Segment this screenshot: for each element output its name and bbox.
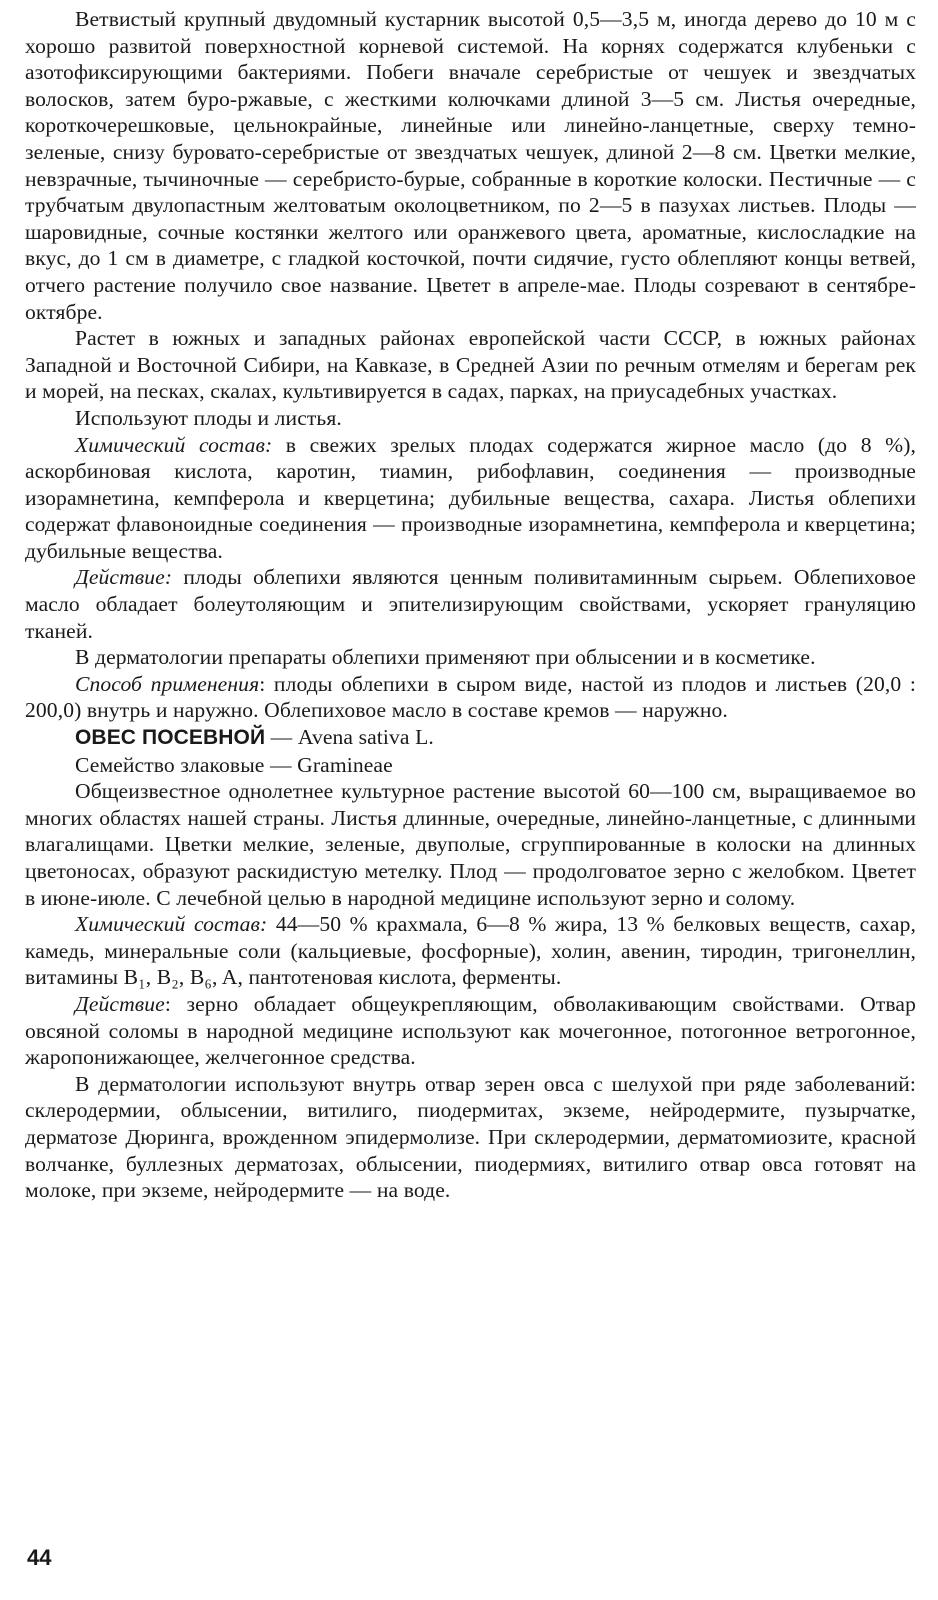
usage-text: : плоды облепихи в сыром виде, настой из плодов и листьев (20,0 : 200,0) внутрь и наружно. Облепиховое масло в составе кремов — наружно. [25, 671, 916, 723]
chemical-text: в свежих зрелых плодах содержатся жирное масло (до 8 %), аскорбиновая кислота, каротин, тиамин, рибофлавин, соединения — производные изорамнетина, кемпферола и кверцетина; дубильные вещества, сахара. Листья облепихи содержат флавоноидные соединения — производные изорамнетина, кемпферола и кверцетина; дубильные вещества. [25, 432, 916, 563]
paragraph-oat-dermatology: В дерматологии используют внутрь отвар зерен овса с шелухой при ряде заболеваний: склеродермии, облысении, витилиго, пиодермитах, экземе, нейродермите, пузырчатке, дерматозе Дюринга, врожденном эпидермолизе. При склеродермии, дерматомиозите, красной волчанке, буллезных дерматозах, облысении, пиодермиях, витилиго отвар овса готовят на молоке, при экземе, нейродермите — на воде. [25, 1071, 916, 1203]
species-latin: — Avena sativa L. [265, 725, 434, 750]
oat-action-label: Действие [75, 991, 165, 1016]
species-family: Семейство злаковые — Gramineae [75, 752, 393, 777]
oat-action-text: : зерно обладает общеукрепляющим, обволакивающим свойствами. Отвар овсяной соломы в народной медицине используют как мочегонное, потогонное ветрогонное, жаропонижающее, желчегонное средства. [25, 991, 916, 1070]
species-heading [25, 724, 916, 752]
paragraph-habitat: Растет в южных и западных районах европейской части СССР, в южных районах Западной и Восточной Сибири, на Кавказе, в Средней Азии по речным отмелям и берегам рек и морей, на песках, скалах, культивируется в садах, парках, на приусадебных участках. [25, 326, 916, 404]
paragraph-description: Ветвистый крупный двудомный кустарник высотой 0,5—3,5 м, иногда дерево до 10 м с хорошо развитой поверхностной корневой системой. На корнях содержатся клубеньки с азотофиксирующими бактериями. Побеги вначале серебристые от чешуек и звездчатых волосков, затем буро-ржавые, с жесткими колючками длиной 3—5 см. Листья очередные, короткочерешковые, цельнокрайные, линейные или линейно-ланцетные, сверху темно-зеленые, снизу буровато-серебристые от звездчатых чешуек, длиной 2—8 см. Цветки мелкие, невзрачные, тычиночные — серебристо-бурые, собранные в короткие колоски. Пестичные — с трубчатым двулопастным желтоватым околоцветником, по 2—5 в пазухах листьев. Плоды — шаровидные, сочные костянки желтого или оранжевого цвета, ароматные, кислосладкие на вкус, до 1 см в диаметре, с гладкой косточкой, почти сидячие, густо облепляют концы ветвей, отчего растение получило свое название. Цветет в апреле-мае. Плоды созревают в сентябре-октябре. [25, 7, 916, 324]
paragraph-dermatology: В дерматологии препараты облепихи применяют при облысении и в косметике. [75, 645, 816, 670]
paragraph-action [25, 564, 916, 644]
usage-label: Способ применения [75, 671, 260, 696]
action-label: Действие: [75, 565, 173, 590]
paragraph-oat-chemical [25, 911, 916, 991]
oat-chemical-text: 44—50 % крахмала, 6—8 % жира, 13 % белковых веществ, сахар, камедь, минеральные соли (кальциевые, фосфорные), холин, авенин, тиродин, тригонеллин, витамины B₁, B₂, B₆, A, пантотеновая кислота, ферменты. [25, 912, 916, 990]
chemical-label: Химический состав: [75, 432, 273, 457]
species-title: ОВЕС ПОСЕВНОЙ [75, 726, 266, 750]
page-text [25, 6, 916, 1204]
paragraph-chemical [25, 432, 916, 565]
paragraph-parts-used: Используют плоды и листья. [75, 405, 342, 430]
action-text: плоды облепихи являются ценным поливитаминным сырьем. Облепиховое масло обладает болеутоляющим и эпителизирующим свойствами, ускоряет грануляцию тканей. [25, 565, 916, 643]
paragraph-usage [25, 671, 916, 724]
page-number: 44 [27, 1545, 52, 1570]
paragraph-oat-action [25, 991, 916, 1071]
paragraph-oat-description: Общеизвестное однолетнее культурное растение высотой 60—100 см, выращиваемое во многих областях нашей страны. Листья длинные, очередные, линейно-ланцетные, с длинными влагалищами. Цветки мелкие, зеленые, двуполые, сгруппированные в колоски на длинных цветоносах, образуют раскидистую метелку. Плод — продолговатое зерно с желобком. Цветет в июне-июле. С лечебной целью в народной медицине используют зерно и солому. [25, 779, 916, 910]
oat-chemical-label: Химический состав: [75, 912, 268, 937]
